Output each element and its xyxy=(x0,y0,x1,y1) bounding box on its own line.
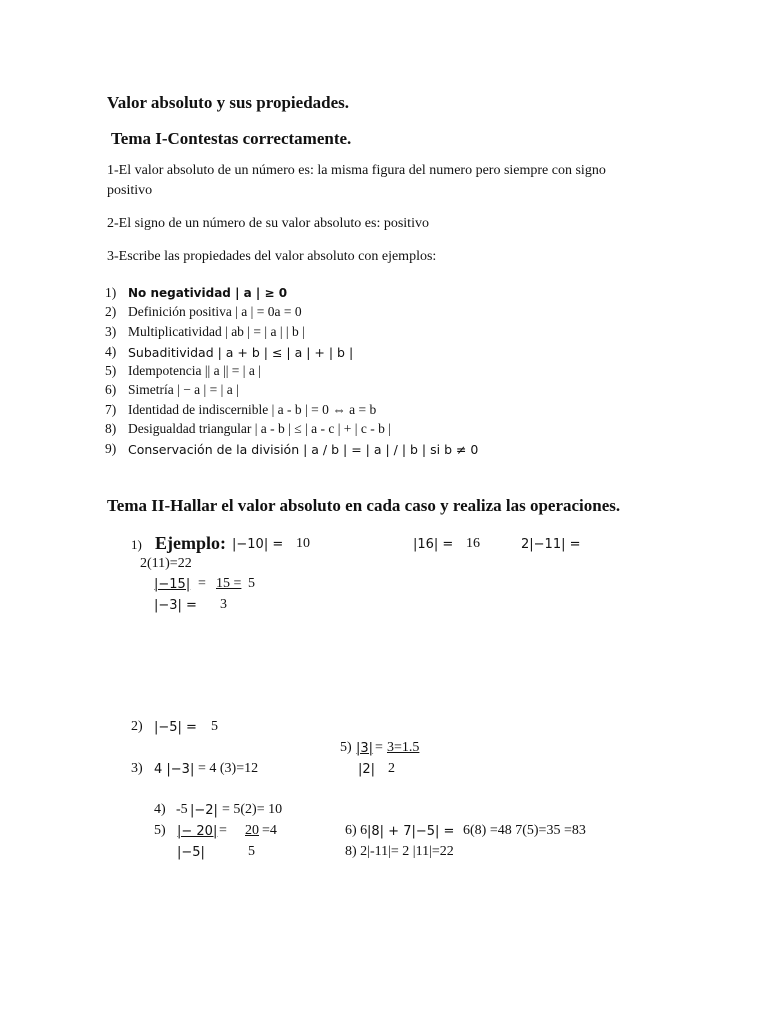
property-number: 8) xyxy=(105,421,117,436)
exercise-4-expression: |−2| xyxy=(190,803,218,818)
property-text: Desigualdad triangular | a - b | ≤ | a - c | + | c - b | xyxy=(128,421,391,436)
exercise-3-expression: 4 |−3| xyxy=(154,762,195,777)
example-d-result: 5 xyxy=(248,576,255,591)
question-1-line-2: positivo xyxy=(107,183,153,198)
property-text: Simetría | − a | = | a | xyxy=(128,382,239,397)
exercise-6-result: 6(8) =48 7(5)=35 =83 xyxy=(463,823,586,838)
property-number: 3) xyxy=(105,324,117,339)
exercise-6-number: 6) 6 xyxy=(345,823,368,838)
example-a-expression: |−10| = xyxy=(232,537,284,552)
exercise-5-denominator-value: 5 xyxy=(248,844,255,859)
exercise-5-equals: = xyxy=(219,823,227,838)
tema1-heading: Tema I-Contestas correctamente. xyxy=(111,129,352,148)
exercise-5-number: 5) xyxy=(154,823,166,838)
exercise-5a-equals: = xyxy=(375,740,383,755)
exercise-5a-numerator: |3| xyxy=(356,741,374,756)
exercise-4-prefix: -5 xyxy=(176,802,188,817)
property-number: 9) xyxy=(105,441,117,456)
tema2-heading: Tema II-Hallar el valor absoluto en cada caso y realiza las operaciones. xyxy=(107,496,621,515)
property-number: 6) xyxy=(105,382,117,397)
question-2: 2-El signo de un número de su valor absoluto es: positivo xyxy=(107,216,429,231)
example-d-value: 15 = xyxy=(216,576,242,591)
property-number: 7) xyxy=(105,402,117,417)
exercise-3-number: 3) xyxy=(131,761,143,776)
example-b-value: 16 xyxy=(466,536,480,551)
property-text: No negatividad | a | ≥ 0 xyxy=(128,286,288,300)
example-label: Ejemplo: xyxy=(155,533,226,553)
exercise-5a-denominator: |2| xyxy=(358,762,376,777)
example-c-result: 2(11)=22 xyxy=(140,556,192,571)
property-text: Multiplicatividad | ab | = | a | | b | xyxy=(128,324,305,339)
property-number: 2) xyxy=(105,304,117,319)
exercise-8: 8) 2|-11|= 2 |11|=22 xyxy=(345,844,454,859)
property-item xyxy=(105,285,116,301)
example-e-value: 3 xyxy=(220,597,227,612)
property-text: Definición positiva | a | = 0a = 0 xyxy=(128,304,302,319)
page-title: Valor absoluto y sus propiedades. xyxy=(107,93,350,112)
property-number: 4) xyxy=(105,344,117,359)
exercise-5a-number: 5) xyxy=(340,740,352,755)
exercise-3-result: = 4 (3)=12 xyxy=(198,761,259,776)
property-number: 5) xyxy=(105,363,117,378)
property-text: Subaditividad | a + b | ≤ | a | + | b | xyxy=(128,345,354,360)
exercise-2-value: 5 xyxy=(211,719,218,734)
example-b-expression: |16| = xyxy=(413,537,454,552)
exercise-5-value: 20 xyxy=(245,823,259,838)
question-1-line-1: 1-El valor absoluto de un número es: la misma figura del numero pero siempre con signo xyxy=(107,163,606,178)
exercise-2-expression: |−5| = xyxy=(154,720,197,735)
example-d-expression: |−15| xyxy=(154,577,191,592)
example-c-expression: 2|−11| = xyxy=(521,537,581,552)
exercise-5a-value: 3=1.5 xyxy=(387,740,420,755)
property-text: Idempotencia || a || = | a | xyxy=(128,363,261,378)
exercise-2-number: 2) xyxy=(131,719,143,734)
exercise-5-result: =4 xyxy=(262,823,277,838)
exercise-5a-denominator-value: 2 xyxy=(388,761,395,776)
example-e-expression: |−3| = xyxy=(154,598,197,613)
exercise-5-numerator: |− 20| xyxy=(177,824,218,839)
property-text: Conservación de la división | a / b | = | a | / | b | si b ≠ 0 xyxy=(128,442,479,457)
property-number: 1) xyxy=(105,285,117,300)
example-a-value: 10 xyxy=(296,536,310,551)
question-3: 3-Escribe las propiedades del valor absoluto con ejemplos: xyxy=(107,249,437,264)
property-text: Identidad de indiscernible | a - b | = 0 ⇔ a = b xyxy=(128,402,377,417)
exercise-1-number: 1) xyxy=(131,537,142,552)
exercise-6-expression: |8| + 7|−5| = xyxy=(367,824,455,839)
exercise-4-result: = 5(2)= 10 xyxy=(222,802,283,817)
exercise-4-number: 4) xyxy=(154,802,166,817)
example-d-equals: = xyxy=(198,576,206,591)
exercise-5-denominator: |−5| xyxy=(177,845,205,860)
